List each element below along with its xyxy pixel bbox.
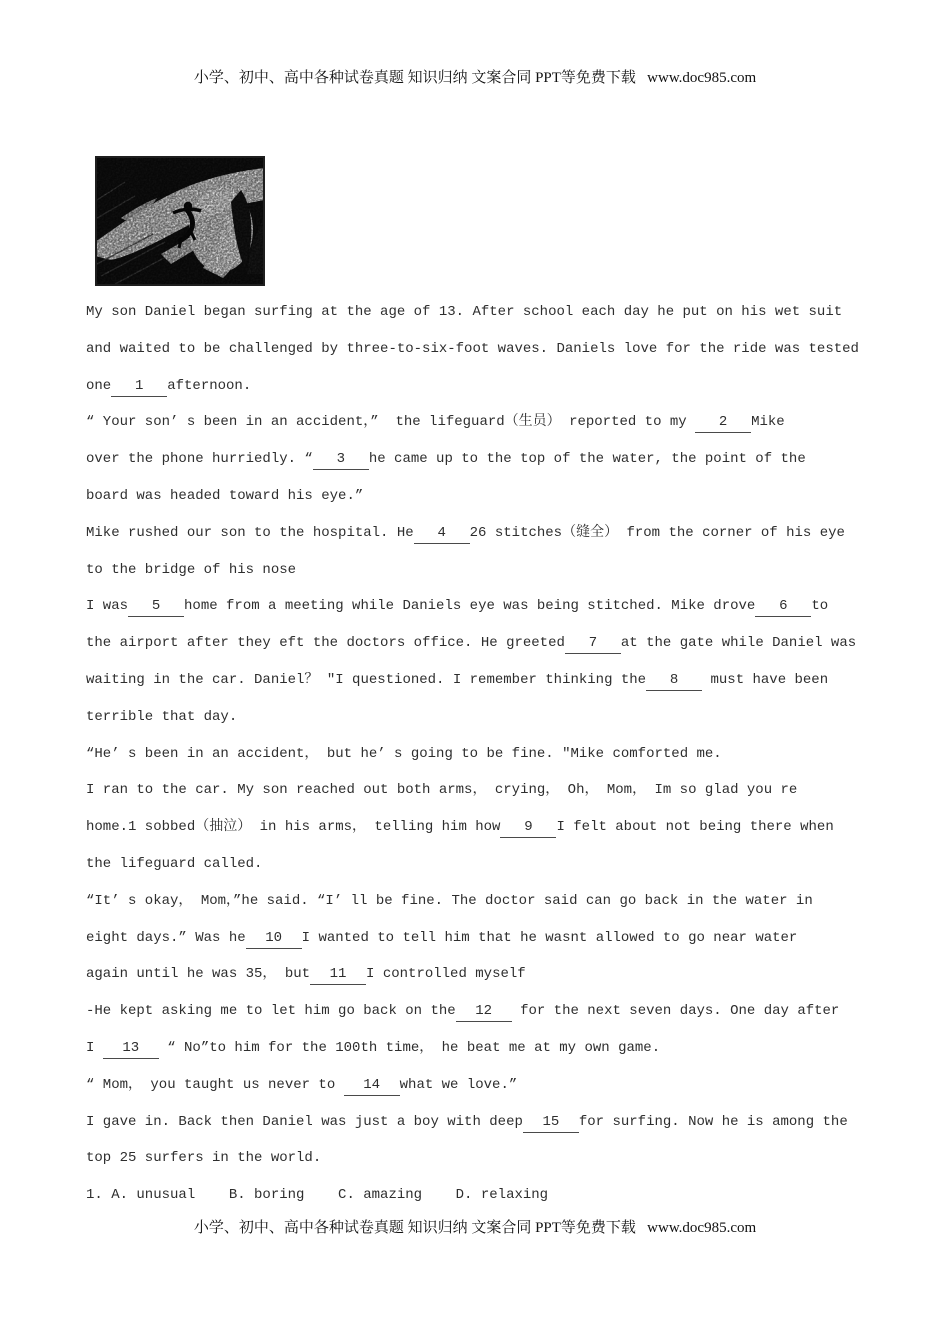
cloze-blank-15: 15	[523, 1113, 579, 1133]
cloze-blank-3: 3	[313, 450, 369, 470]
passage-line: waiting in the car. Daniel？ "I questioned. I remember thinking the 8 must have been	[86, 662, 896, 699]
question-1-options: 1. A. unusual B. boring C. amazing D. relaxing	[86, 1187, 549, 1204]
passage-line: the lifeguard called.	[86, 855, 263, 872]
passage-line: and waited to be challenged by three-to-six-foot waves. Daniels love for the ride was tested	[86, 340, 859, 357]
passage-line: to the bridge of his nose	[86, 561, 297, 578]
passage-line: board was headed toward his eye.”	[86, 487, 364, 504]
cloze-blank-6: 6	[755, 597, 811, 617]
passage-line: I was 5 home from a meeting while Daniels eye was being stitched. Mike drove 6 to	[86, 588, 896, 625]
passage-line: home.1 sobbed（抽泣） in his arms， telling him how 9 I felt about not being there when	[86, 809, 896, 846]
passage-line: I 13 “ No”to him for the 100th time， he beat me at my own game.	[86, 1030, 896, 1067]
cloze-blank-7: 7	[565, 634, 621, 654]
passage-line: -He kept asking me to let him go back on the 12 for the next seven days. One day after	[86, 993, 896, 1030]
cloze-blank-14: 14	[344, 1076, 400, 1096]
passage-line: I gave in. Back then Daniel was just a boy with deep 15 for surfing. Now he is among the	[86, 1104, 896, 1141]
passage-line: again until he was 35， but 11 I controlled myself	[86, 956, 896, 993]
cloze-blank-4: 4	[414, 524, 470, 544]
passage-line: one 1 afternoon.	[86, 368, 896, 405]
cloze-blank-9: 9	[500, 818, 556, 838]
passage-line: over the phone hurriedly. “ 3 he came up to the top of the water, the point of the	[86, 441, 896, 478]
passage-line: “ Your son’ s been in an accident，” the lifeguard（生员） reported to my 2 Mike	[86, 404, 896, 441]
cloze-blank-10: 10	[246, 929, 302, 949]
cloze-blank-1: 1	[111, 377, 167, 397]
passage-line: “He’ s been in an accident， but he’ s going to be fine. "Mike comforted me.	[86, 745, 722, 762]
passage-line: eight days.” Was he 10 I wanted to tell him that he wasnt allowed to go near water	[86, 920, 896, 957]
passage	[86, 294, 896, 1214]
cloze-blank-8: 8	[646, 671, 702, 691]
bottom-watermark: 小学、初中、高中各种试卷真题 知识归纳 文案合同 PPT等免费下载 www.doc985.com	[193, 1220, 757, 1236]
passage-line: “ Mom， you taught us never to 14 what we love.”	[86, 1067, 896, 1104]
cloze-blank-5: 5	[128, 597, 184, 617]
cloze-blank-13: 13	[103, 1039, 159, 1059]
passage-line: top 25 surfers in the world.	[86, 1150, 322, 1167]
passage-line: Mike rushed our son to the hospital. He 4 26 stitches（缝全） from the corner of his eye	[86, 515, 896, 552]
top-watermark: 小学、初中、高中各种试卷真题 知识归纳 文案合同 PPT等免费下载 www.doc985.com	[193, 70, 757, 86]
cloze-blank-12: 12	[456, 1002, 512, 1022]
passage-line: “It’ s okay， Mom，”he said. “I’ ll be fine. The doctor said can go back in the water in	[86, 892, 813, 909]
cloze-blank-2: 2	[695, 413, 751, 433]
passage-line: the airport after they eft the doctors office. He greeted 7 at the gate while Daniel was	[86, 625, 896, 662]
passage-line: I ran to the car. My son reached out both arms， crying， Oh， Mom， Im so glad you re	[86, 782, 798, 799]
photo-grain	[95, 156, 265, 286]
passage-line: terrible that day.	[86, 708, 238, 725]
cloze-blank-11: 11	[310, 965, 366, 985]
passage-line: My son Daniel began surfing at the age of 13. After school each day he put on his wet suit	[86, 304, 843, 320]
surfer-photo	[95, 156, 265, 286]
